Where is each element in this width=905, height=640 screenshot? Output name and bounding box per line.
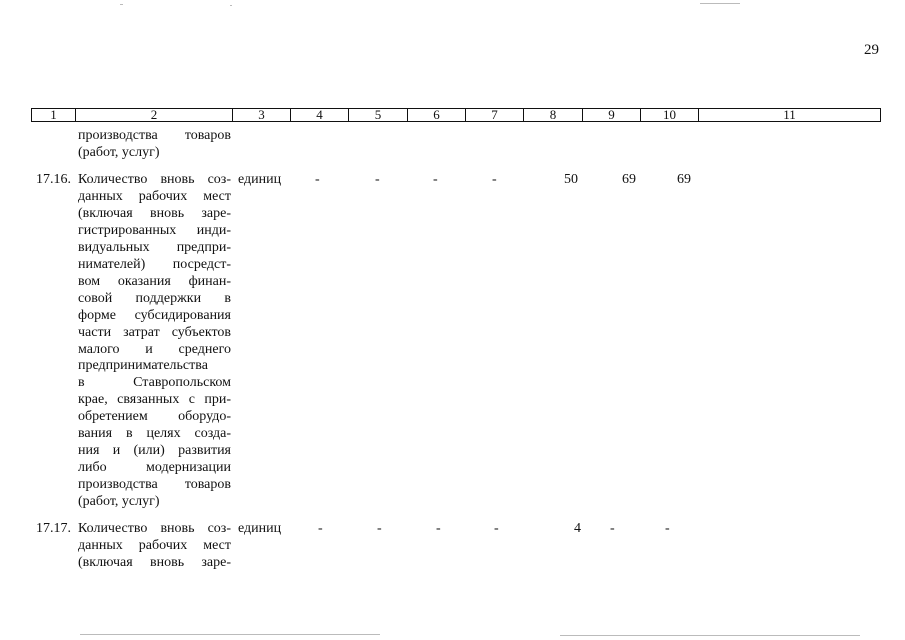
scan-artifact [700, 3, 740, 4]
unit-cell: единиц [238, 521, 282, 536]
description-line: ния и (или) развития [78, 443, 231, 459]
description-line: малого и среднего [78, 341, 231, 357]
value-cell-col10: - [665, 521, 670, 536]
header-col-7: 7 [466, 109, 524, 121]
header-col-2: 2 [76, 109, 233, 121]
scan-artifact [120, 4, 123, 5]
page-number: 29 [864, 42, 879, 58]
description-line: предпринимательства [78, 358, 208, 374]
description-line: либо модернизации [78, 460, 231, 476]
value-cell-col9: - [610, 521, 615, 536]
row-description [78, 172, 231, 511]
description-line: (включая вновь заре- [78, 205, 231, 221]
description-line: Количество вновь соз- [78, 521, 231, 536]
header-col-11: 11 [783, 107, 796, 122]
scan-artifact [80, 634, 380, 635]
value-cell-col6: - [433, 172, 438, 187]
description-line: вания в целях созда- [78, 426, 231, 442]
header-col-9: 9 [583, 109, 641, 121]
description-line: видуальных предпри- [78, 239, 231, 255]
row-description [78, 521, 231, 572]
value-cell-col9: 69 [622, 172, 636, 187]
value-cell-col10: 69 [677, 172, 691, 187]
value-cell-col5: - [377, 521, 382, 536]
scan-artifact [560, 635, 860, 636]
description-line: (включая вновь заре- [78, 554, 231, 570]
description-line: Количество вновь соз- [78, 172, 231, 187]
row-number: 17.17. [36, 521, 71, 536]
value-cell-col4: - [318, 521, 323, 536]
description-line: части затрат субъектов [78, 324, 231, 340]
header-col-6: 6 [408, 109, 466, 121]
description-line: (работ, услуг) [78, 494, 160, 510]
value-cell-col4: - [315, 172, 320, 187]
table-header-row [31, 108, 881, 122]
value-cell-col8: 4 [574, 521, 581, 536]
description-line: гистрированных инди- [78, 222, 231, 238]
continuation-line: производства товаров [78, 128, 231, 143]
description-line: обретением оборудо- [78, 409, 231, 425]
description-line: данных рабочих мест [78, 537, 231, 553]
description-line: крае, связанных с при- [78, 392, 231, 408]
header-col-10: 10 [641, 109, 699, 121]
scan-artifact [230, 5, 232, 6]
description-line: форме субсидирования [78, 307, 231, 323]
unit-cell: единиц [238, 172, 282, 187]
description-line: данных рабочих мест [78, 188, 231, 204]
description-line: производства товаров [78, 477, 231, 493]
description-line: нимателей) посредст- [78, 256, 231, 272]
value-cell-col7: - [494, 521, 499, 536]
header-col-3: 3 [233, 109, 291, 121]
header-col-8: 8 [524, 109, 583, 121]
header-col-1: 1 [32, 109, 76, 121]
continuation-line: (работ, услуг) [78, 144, 160, 160]
value-cell-col7: - [492, 172, 497, 187]
header-col-5: 5 [349, 109, 408, 121]
continuation-description [78, 128, 231, 162]
description-line: вом оказания финан- [78, 273, 231, 289]
value-cell-col8: 50 [564, 172, 578, 187]
description-line: совой поддержки в [78, 290, 231, 306]
row-number: 17.16. [36, 172, 71, 187]
header-col-4: 4 [291, 109, 349, 121]
description-line: в Ставропольском [78, 375, 231, 391]
value-cell-col6: - [436, 521, 441, 536]
value-cell-col5: - [375, 172, 380, 187]
